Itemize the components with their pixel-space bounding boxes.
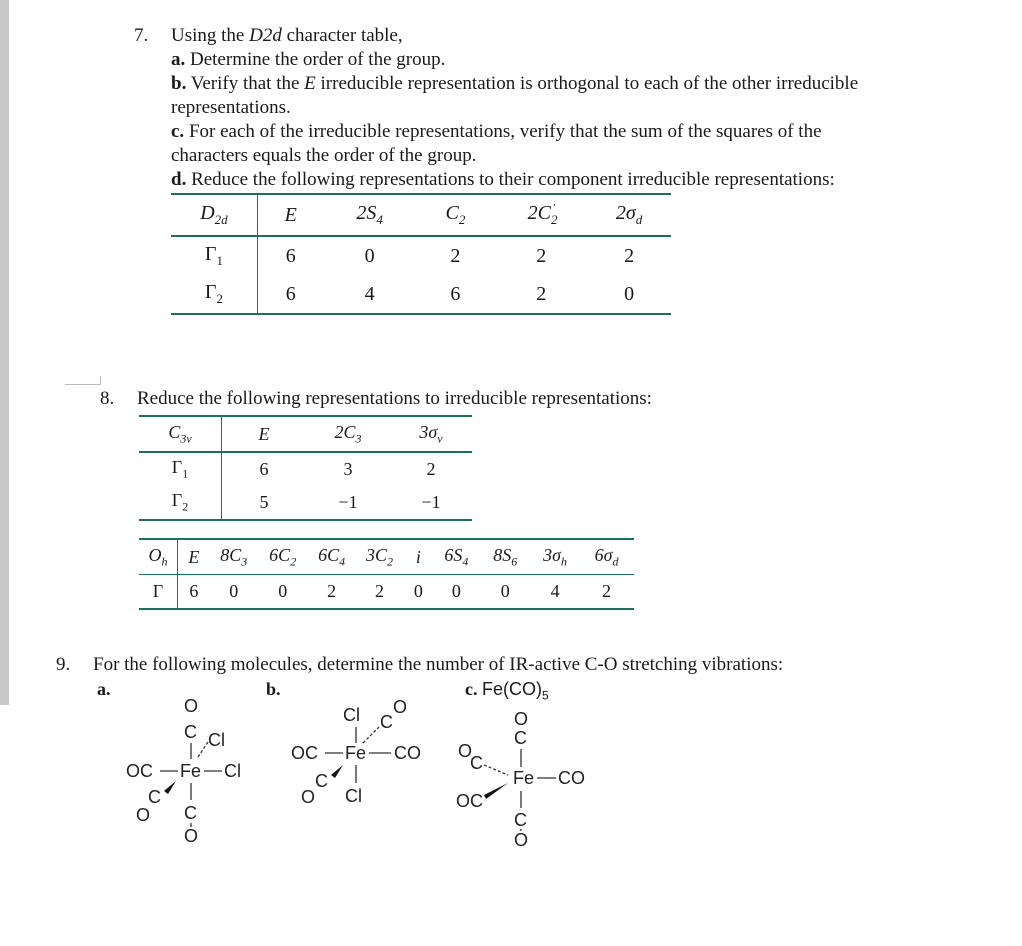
class-header: $2\sigma_d$: [587, 194, 671, 236]
q9-label-a: a.: [97, 679, 111, 699]
atom-C: C: [184, 722, 197, 742]
class-header: $6\sigma_d$: [579, 539, 634, 575]
ligand-OC: OC: [126, 761, 153, 781]
row-label-gamma1: $\Gamma_1$: [171, 236, 257, 275]
table-cell: −1: [390, 486, 472, 520]
atom-Cl: Cl: [345, 786, 362, 806]
class-header: $2C_3$: [306, 416, 390, 452]
table-cell: 5: [222, 486, 307, 520]
atom-C: C: [514, 810, 527, 830]
ligand-OC: OC: [291, 743, 318, 763]
table-cell: 4: [531, 575, 579, 610]
class-header: $8C_3$: [210, 539, 258, 575]
atom-C: C: [315, 771, 328, 791]
q7-part-d: d. Reduce the following representations to their component irreducible representations:: [171, 169, 835, 190]
class-header: $C_2$: [415, 194, 495, 236]
atom-Cl: Cl: [224, 761, 241, 781]
table-cell: 2: [356, 575, 404, 610]
class-header: $6C_4$: [308, 539, 356, 575]
table-group-label: $D_{2d}$: [171, 194, 257, 236]
q7-part-a: a. Determine the order of the group.: [171, 49, 446, 70]
ligand-CO: CO: [394, 743, 421, 763]
atom-O: O: [136, 805, 151, 825]
table-group-label: $C_{3v}$: [139, 416, 222, 452]
atom-Fe: Fe: [513, 768, 535, 788]
atom-O: O: [184, 696, 199, 716]
molecule-b-diagram: [285, 695, 445, 815]
row-label-gamma: Γ: [139, 575, 177, 610]
class-header: E: [222, 416, 307, 452]
q9-text: For the following molecules, determine the number of IR-active C-O stretching vibrations:: [93, 654, 784, 675]
table-cell: 6: [285, 244, 296, 267]
d2d-reduction-table: [171, 193, 671, 315]
ligand-CO: CO: [558, 768, 585, 788]
class-header: E: [177, 539, 209, 575]
atom-Fe: Fe: [180, 761, 202, 781]
table-cell: 2: [536, 244, 547, 267]
table-cell: 2: [624, 244, 635, 267]
table-cell: 4: [324, 275, 416, 314]
class-header: $6C_2$: [258, 539, 308, 575]
q9-label-c: c. $Fe(CO)_5$: [465, 679, 549, 703]
table-cell: 0: [587, 275, 671, 314]
atom-Fe: Fe: [345, 743, 367, 763]
class-header: $2S_4$: [324, 194, 416, 236]
q9-number: 9.: [56, 654, 71, 675]
class-header: $6S_4$: [433, 539, 479, 575]
class-header: i: [403, 539, 433, 575]
table-cell: 6: [177, 575, 209, 610]
c3v-reduction-table: [139, 415, 472, 521]
molecule-a-diagram: [120, 695, 260, 850]
table-group-label: $O_h$: [139, 539, 177, 575]
class-header: $8S_6$: [479, 539, 531, 575]
q7-number: 7.: [134, 25, 149, 46]
table-cell: 0: [479, 575, 531, 610]
table-cell: 0: [403, 575, 433, 610]
atom-Cl: Cl: [343, 705, 360, 725]
atom-O: O: [514, 709, 529, 729]
table-cell: 2: [426, 459, 436, 479]
table-cell: 6: [257, 275, 323, 314]
atom-C: C: [184, 803, 197, 823]
table-cell: 2: [308, 575, 356, 610]
q9-label-b: b.: [266, 679, 281, 699]
q8-number: 8.: [100, 388, 115, 409]
left-margin-bar: [0, 0, 9, 705]
table-cell: 2: [579, 575, 634, 610]
q7-part-b: b. Verify that the E irreducible representation is orthogonal to each of the other irreducible: [171, 73, 859, 94]
table-cell: 6: [415, 275, 495, 314]
table-cell: 0: [364, 244, 375, 267]
q8-text: Reduce the following representations to irreducible representations:: [137, 388, 652, 409]
atom-C: C: [470, 753, 483, 773]
q7-part-c: c. For each of the irreducible representations, verify that the sum of the squares of the: [171, 121, 822, 142]
q7-part-c-cont: characters equals the order of the group.: [171, 145, 477, 166]
oh-reduction-table: [139, 538, 634, 610]
table-cell: −1: [306, 486, 390, 520]
atom-O: O: [514, 830, 529, 850]
table-cell: 2: [450, 244, 461, 267]
molecule-c-diagram: [450, 705, 600, 850]
class-header: $3\sigma_h$: [531, 539, 579, 575]
row-label-gamma2: $\Gamma_2$: [139, 486, 222, 520]
q7-part-b-cont: representations.: [171, 97, 291, 118]
atom-O: O: [301, 787, 316, 807]
atom-C: C: [514, 728, 527, 748]
q7-group-name: D2d: [249, 25, 282, 46]
atom-C: C: [148, 787, 161, 807]
table-cell: 0: [433, 575, 479, 610]
atom-O: O: [393, 697, 408, 717]
table-cell: 3: [343, 459, 353, 479]
row-label-gamma2: $\Gamma_2$: [171, 275, 257, 314]
atom-O: O: [184, 826, 199, 846]
table-cell: 0: [258, 575, 308, 610]
class-header: $3\sigma_v$: [390, 416, 472, 452]
table-cell: 2: [495, 275, 587, 314]
atom-Cl: Cl: [208, 730, 225, 750]
atom-O: O: [458, 741, 473, 761]
class-header: $2C_2'$: [495, 194, 587, 236]
atom-C: C: [380, 712, 393, 732]
class-header: $3C_2$: [356, 539, 404, 575]
table-cell: 6: [259, 459, 269, 479]
class-header: E: [257, 194, 323, 236]
ligand-OC: OC: [456, 791, 483, 811]
table-cell: 0: [210, 575, 258, 610]
anchor-mark: [65, 376, 101, 385]
row-label-gamma1: $\Gamma_1$: [139, 452, 222, 486]
q7-stem: Using the D2d character table,: [171, 25, 403, 46]
